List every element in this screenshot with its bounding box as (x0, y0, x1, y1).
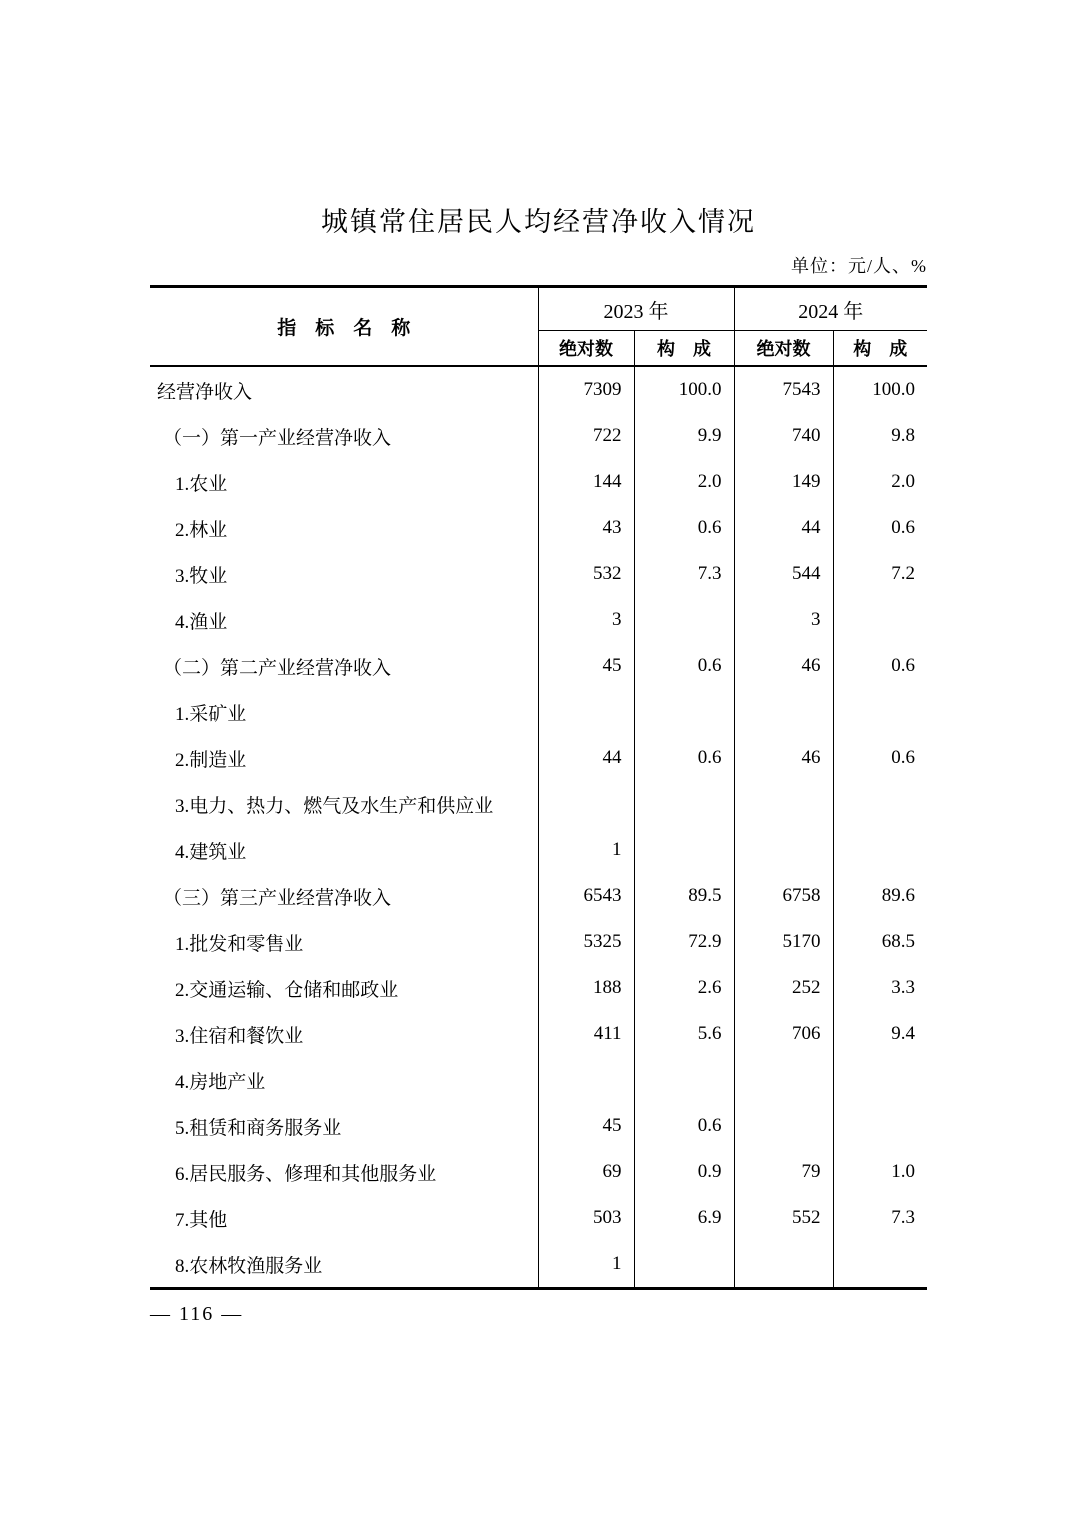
table-row (150, 873, 927, 919)
cell-2024-absolute: 3 (734, 597, 833, 643)
row-label: 3.牧业 (175, 565, 228, 587)
page-number: — 116 — (150, 1303, 244, 1325)
cell-2023-absolute: 188 (538, 965, 634, 1011)
income-table (150, 285, 927, 1290)
column-header-2024-composition: 构 成 (833, 331, 927, 367)
row-label: 1.农业 (175, 473, 228, 495)
table-row (150, 1241, 927, 1289)
cell-2023-absolute: 503 (538, 1195, 634, 1241)
table-row (150, 597, 927, 643)
cell-2023-absolute: 1 (538, 1241, 634, 1289)
table-row (150, 459, 927, 505)
cell-2023-composition (634, 689, 734, 735)
year-header-row (150, 287, 927, 331)
cell-2024-absolute: 6758 (734, 873, 833, 919)
table-row (150, 1103, 927, 1149)
cell-2024-absolute: 79 (734, 1149, 833, 1195)
cell-2024-composition: 0.6 (833, 505, 927, 551)
table-row (150, 1149, 927, 1195)
cell-2023-absolute (538, 689, 634, 735)
cell-2024-composition: 100.0 (833, 366, 927, 413)
cell-2023-absolute: 44 (538, 735, 634, 781)
cell-2024-composition (833, 827, 927, 873)
cell-2023-composition (634, 1057, 734, 1103)
cell-2023-absolute: 6543 (538, 873, 634, 919)
cell-2023-composition: 0.6 (634, 505, 734, 551)
table-row (150, 1057, 927, 1103)
cell-2024-absolute: 44 (734, 505, 833, 551)
cell-2024-absolute (734, 1103, 833, 1149)
row-label: 3.住宿和餐饮业 (175, 1025, 304, 1047)
table-row (150, 366, 927, 413)
cell-2023-composition: 0.6 (634, 643, 734, 689)
cell-2024-composition: 3.3 (833, 965, 927, 1011)
column-header-2024-absolute: 绝对数 (734, 331, 833, 367)
cell-2023-composition: 7.3 (634, 551, 734, 597)
cell-2024-absolute (734, 1241, 833, 1289)
row-label: （一）第一产业经营净收入 (163, 427, 392, 449)
column-header-year-2024: 2024 年 (734, 287, 927, 331)
cell-2023-composition (634, 827, 734, 873)
row-label: 经营净收入 (157, 381, 253, 403)
table-row (150, 1011, 927, 1057)
cell-2023-composition: 100.0 (634, 366, 734, 413)
cell-2024-absolute: 149 (734, 459, 833, 505)
cell-2024-absolute: 46 (734, 643, 833, 689)
table-row (150, 965, 927, 1011)
cell-2024-composition: 1.0 (833, 1149, 927, 1195)
cell-2023-composition: 0.6 (634, 735, 734, 781)
table-row (150, 689, 927, 735)
cell-2024-composition (833, 597, 927, 643)
cell-2024-absolute: 5170 (734, 919, 833, 965)
cell-2023-absolute: 411 (538, 1011, 634, 1057)
cell-2024-absolute: 544 (734, 551, 833, 597)
cell-2024-composition (833, 689, 927, 735)
cell-2024-composition (833, 1057, 927, 1103)
table-row (150, 919, 927, 965)
cell-2023-absolute: 1 (538, 827, 634, 873)
cell-2024-composition: 0.6 (833, 643, 927, 689)
cell-2023-absolute (538, 781, 634, 827)
cell-2024-absolute: 7543 (734, 366, 833, 413)
row-label: （三）第三产业经营净收入 (163, 887, 392, 909)
cell-2023-composition (634, 781, 734, 827)
cell-2023-absolute: 722 (538, 413, 634, 459)
row-label: （二）第二产业经营净收入 (163, 657, 392, 679)
row-label: 6.居民服务、修理和其他服务业 (175, 1163, 437, 1185)
cell-2024-absolute: 706 (734, 1011, 833, 1057)
row-label: 7.其他 (175, 1209, 228, 1231)
cell-2024-absolute (734, 689, 833, 735)
cell-2024-composition (833, 1241, 927, 1289)
cell-2023-absolute: 144 (538, 459, 634, 505)
column-header-2023-composition: 构 成 (634, 331, 734, 367)
table-row (150, 781, 927, 827)
cell-2024-absolute: 46 (734, 735, 833, 781)
table-row (150, 505, 927, 551)
row-label: 1.批发和零售业 (175, 933, 304, 955)
table-row (150, 643, 927, 689)
cell-2024-absolute (734, 781, 833, 827)
cell-2024-absolute (734, 827, 833, 873)
page-title: 城镇常住居民人均经营净收入情况 (321, 207, 756, 237)
row-label: 2.制造业 (175, 749, 247, 771)
table-row (150, 551, 927, 597)
cell-2024-absolute: 552 (734, 1195, 833, 1241)
table-row (150, 1195, 927, 1241)
cell-2023-composition: 89.5 (634, 873, 734, 919)
row-label: 2.交通运输、仓储和邮政业 (175, 979, 399, 1001)
cell-2023-absolute: 3 (538, 597, 634, 643)
cell-2023-absolute: 532 (538, 551, 634, 597)
table-row (150, 413, 927, 459)
row-label: 8.农林牧渔服务业 (175, 1255, 323, 1277)
column-header-year-2023: 2023 年 (538, 287, 734, 331)
row-label: 4.建筑业 (175, 841, 247, 863)
cell-2024-composition: 9.8 (833, 413, 927, 459)
row-label: 4.房地产业 (175, 1071, 266, 1093)
cell-2023-composition: 6.9 (634, 1195, 734, 1241)
cell-2023-absolute: 5325 (538, 919, 634, 965)
cell-2024-absolute: 252 (734, 965, 833, 1011)
cell-2023-composition (634, 597, 734, 643)
cell-2023-absolute: 69 (538, 1149, 634, 1195)
cell-2024-composition: 7.2 (833, 551, 927, 597)
cell-2024-composition: 7.3 (833, 1195, 927, 1241)
cell-2023-composition: 2.0 (634, 459, 734, 505)
cell-2024-composition (833, 1103, 927, 1149)
cell-2023-absolute: 45 (538, 643, 634, 689)
table-row (150, 735, 927, 781)
row-label: 1.采矿业 (175, 703, 247, 725)
cell-2023-composition: 72.9 (634, 919, 734, 965)
table-row (150, 827, 927, 873)
column-header-2023-absolute: 绝对数 (538, 331, 634, 367)
row-label: 5.租赁和商务服务业 (175, 1117, 342, 1139)
cell-2023-composition: 5.6 (634, 1011, 734, 1057)
table-header (150, 287, 927, 367)
cell-2024-absolute (734, 1057, 833, 1103)
cell-2024-composition: 89.6 (833, 873, 927, 919)
cell-2023-composition: 9.9 (634, 413, 734, 459)
row-label: 2.林业 (175, 519, 228, 541)
column-header-indicator: 指 标 名 称 (150, 287, 538, 367)
cell-2024-composition: 68.5 (833, 919, 927, 965)
cell-2023-composition: 0.9 (634, 1149, 734, 1195)
cell-2024-composition: 9.4 (833, 1011, 927, 1057)
cell-2024-absolute: 740 (734, 413, 833, 459)
table-body (150, 366, 927, 1289)
cell-2024-composition (833, 781, 927, 827)
cell-2023-composition: 2.6 (634, 965, 734, 1011)
cell-2024-composition: 2.0 (833, 459, 927, 505)
cell-2023-absolute (538, 1057, 634, 1103)
row-label: 4.渔业 (175, 611, 228, 633)
unit-note: 单位：元/人、% (791, 256, 927, 276)
cell-2023-composition: 0.6 (634, 1103, 734, 1149)
cell-2023-composition (634, 1241, 734, 1289)
cell-2023-absolute: 45 (538, 1103, 634, 1149)
cell-2023-absolute: 7309 (538, 366, 634, 413)
cell-2024-composition: 0.6 (833, 735, 927, 781)
row-label: 3.电力、热力、燃气及水生产和供应业 (175, 795, 494, 817)
cell-2023-absolute: 43 (538, 505, 634, 551)
